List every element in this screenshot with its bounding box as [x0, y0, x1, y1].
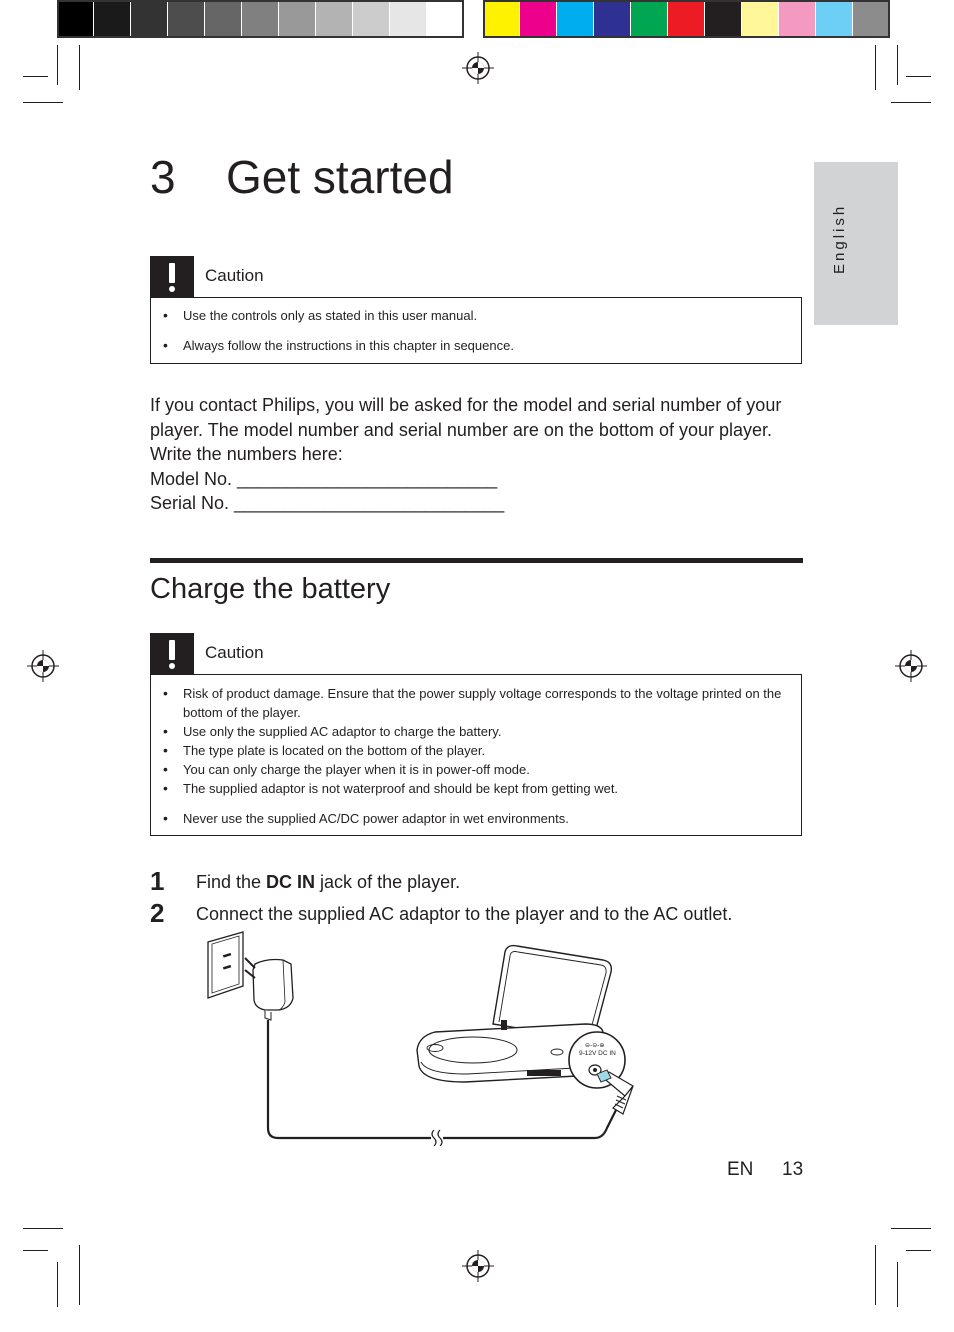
color-bar — [483, 0, 890, 38]
color-swatch — [483, 0, 520, 38]
registration-mark-icon — [895, 650, 927, 682]
intro-paragraph — [150, 393, 810, 516]
caution-header — [150, 256, 802, 298]
caution-item: • Use the controls only as stated in this user manual. — [151, 306, 801, 325]
language-tab — [814, 162, 898, 325]
color-swatch — [779, 0, 816, 38]
color-swatch — [594, 0, 631, 38]
color-swatch — [94, 0, 131, 38]
crop-mark — [23, 102, 63, 103]
caution-item: • Use only the supplied AC adaptor to charge the battery. — [151, 722, 787, 741]
crop-mark — [875, 45, 876, 90]
intro-line: Write the numbers here: — [150, 444, 343, 464]
crop-mark — [23, 76, 48, 77]
crop-mark — [875, 1245, 876, 1305]
language-tab-label: English — [831, 203, 848, 274]
step-number: 1 — [150, 866, 165, 896]
intro-line: If you contact Philips, you will be asked for the model and serial number of your — [150, 395, 782, 415]
caution-item: • The type plate is located on the bottom of the player. — [151, 741, 787, 760]
crop-mark — [79, 45, 80, 90]
crop-mark — [23, 1228, 63, 1229]
section-title: Charge the battery — [150, 573, 391, 605]
color-swatch — [205, 0, 242, 38]
registration-mark-icon — [27, 650, 59, 682]
color-swatch — [631, 0, 668, 38]
crop-mark — [906, 1250, 931, 1251]
crop-mark — [57, 45, 58, 85]
color-swatch — [853, 0, 890, 38]
chapter-heading — [150, 150, 454, 204]
color-swatch — [742, 0, 779, 38]
crop-mark — [891, 1228, 931, 1229]
exclamation-icon — [150, 633, 194, 675]
color-swatch — [316, 0, 353, 38]
section-rule — [150, 558, 803, 563]
color-swatch — [353, 0, 390, 38]
color-swatch — [557, 0, 594, 38]
step-number: 2 — [150, 898, 165, 928]
chapter-number: 3 — [150, 151, 176, 203]
caution-item: • Always follow the instructions in this chapter in sequence. — [151, 336, 801, 355]
power-cable — [443, 1108, 617, 1138]
caution-box — [150, 297, 802, 364]
color-swatch — [668, 0, 705, 38]
crop-mark — [897, 1262, 898, 1307]
color-swatch — [816, 0, 853, 38]
caution-header — [150, 633, 802, 675]
color-swatch — [279, 0, 316, 38]
color-swatch — [427, 0, 464, 38]
caution-title: Caution — [205, 266, 264, 285]
intro-line: player. The model number and serial number are on the bottom of your player. — [150, 419, 773, 440]
footer-language: EN — [727, 1159, 754, 1180]
color-swatch — [131, 0, 168, 38]
caution-title: Caution — [205, 643, 264, 662]
caution-item: • You can only charge the player when it is in power-off mode. — [151, 760, 787, 779]
color-swatch — [705, 0, 742, 38]
crop-mark — [23, 1250, 48, 1251]
power-cable — [268, 1020, 431, 1138]
crop-mark — [79, 1245, 80, 1305]
dc-plug-icon — [597, 1070, 633, 1114]
registration-mark-icon — [462, 1250, 494, 1282]
wall-outlet-icon — [208, 932, 243, 998]
color-swatch — [520, 0, 557, 38]
color-swatch — [242, 0, 279, 38]
color-swatch — [168, 0, 205, 38]
crop-mark — [57, 1262, 58, 1307]
ac-adaptor-icon — [245, 958, 293, 1020]
registration-mark-icon — [462, 52, 494, 84]
step-text: Find the DC IN jack of the player. — [196, 872, 461, 892]
color-swatch — [390, 0, 427, 38]
crop-mark — [891, 102, 931, 103]
grayscale-bar — [57, 0, 464, 38]
caution-item: • Never use the supplied AC/DC power adaptor in wet environments. — [151, 809, 787, 828]
charging-illustration — [205, 928, 645, 1146]
serial-number-field: Serial No. ___________________________ — [150, 493, 505, 513]
step-text: Connect the supplied AC adaptor to the player and to the AC outlet. — [196, 904, 733, 924]
chapter-title: Get started — [226, 151, 454, 203]
dc-in-label: DC IN — [266, 872, 316, 892]
svg-text:⊖-⊝-⊕: ⊖-⊝-⊕ — [585, 1042, 605, 1049]
color-swatch — [57, 0, 94, 38]
crop-mark — [897, 45, 898, 85]
jack-label: 9-12V DC IN — [579, 1050, 616, 1057]
caution-item: • The supplied adaptor is not waterproof and should be kept from getting wet. — [151, 779, 787, 798]
model-number-field: Model No. __________________________ — [150, 468, 498, 489]
exclamation-icon — [150, 256, 194, 298]
caution-box — [150, 674, 802, 836]
page-number: 13 — [782, 1159, 804, 1180]
crop-mark — [906, 76, 931, 77]
caution-item: • Risk of product damage. Ensure that the power supply voltage corresponds to the voltage printed on the bottom of the player. — [151, 684, 787, 722]
